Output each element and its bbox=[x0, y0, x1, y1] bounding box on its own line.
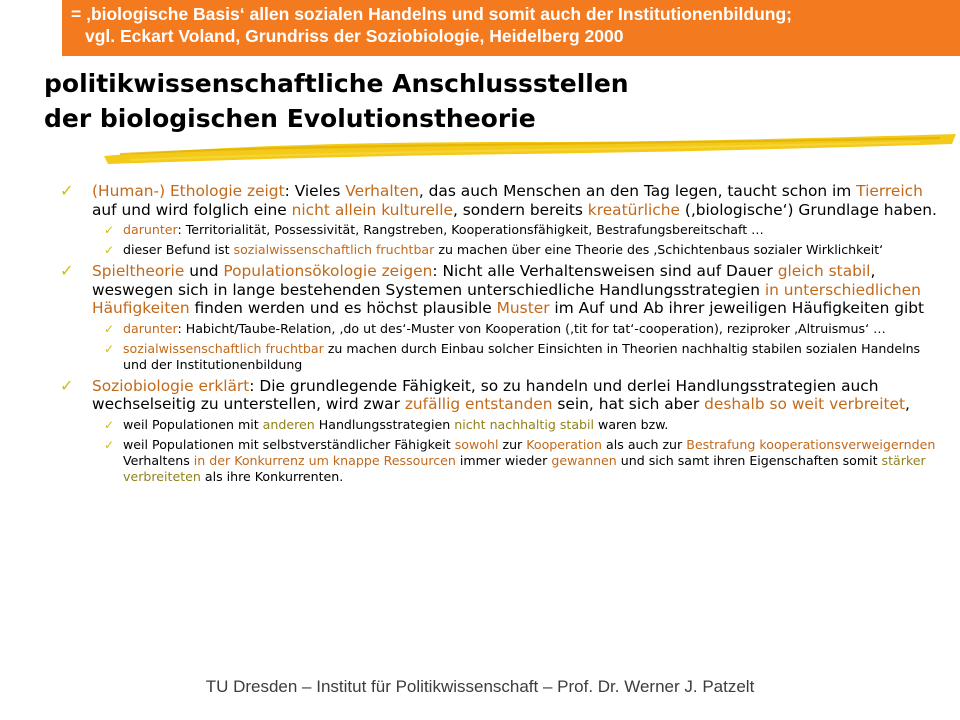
sub-bullet-ethology-fruitful: ✓ dieser Befund ist sozialwissenschaftlich fruchtbar zu machen über eine Theorie des ‚Schichtenbaus sozialer Wirklichkeit‘ bbox=[104, 242, 884, 257]
slide-footer: TU Dresden – Institut für Politikwissenschaft – Prof. Dr. Werner J. Patzelt bbox=[205, 677, 755, 696]
sub-bullet-sociobiology-cooperation: ✓ weil Populationen mit selbstverständlicher Fähigkeit sowohl zur Kooperation als auch zur Bestrafung kooperationsverweigernden Verhaltens in der Konkurrenz um knappe Ressourcen immer wieder gewannen und sich samt ihren Eigenschaften somit stärker verbreiteten als ihre Konkurrenten. bbox=[104, 436, 936, 484]
checkmark-icon: ✓ bbox=[60, 375, 74, 395]
reference-note-line-1: = ‚biologische Basis‘ allen sozialen Handelns und somit auch der Institutionenbildung; bbox=[71, 4, 792, 24]
bullet-sociobiology: ✓ Soziobiologie erklärt: Die grundlegende Fähigkeit, so zu handeln und derlei Handlungsstrategien auch wechselseitig zu unterstellen, wird zwar zufällig entstanden sein, hat sich aber deshalb so weit verbreitet, bbox=[60, 375, 910, 413]
bullet-game-theory: ✓ Spieltheorie und Populationsökologie zeigen: Nicht alle Verhaltensweisen sind auf Dauer gleich stabil, weswegen sich in lange bestehenden Systemen unterschiedliche Handlungsstrategien in unterschiedlichen Häufigkeiten finden werden und es höchst plausible Muster im Auf und Ab ihrer jeweiligen Häufigkeiten gibt bbox=[60, 261, 925, 317]
checkmark-icon: ✓ bbox=[104, 417, 115, 432]
sub-bullet-ethology-examples: ✓ darunter: Territorialität, Possessivität, Rangstreben, Kooperationsfähigkeit, Bestrafungsbereitschaft … bbox=[104, 222, 764, 237]
checkmark-icon: ✓ bbox=[60, 261, 74, 280]
slide-title bbox=[44, 66, 924, 136]
checkmark-icon: ✓ bbox=[104, 243, 115, 257]
checkmark-icon: ✓ bbox=[104, 223, 115, 237]
slide-title-line-2: der biologischen Evolutionstheorie bbox=[44, 104, 536, 133]
slide-title-line-1: politikwissenschaftliche Anschlussstellen bbox=[44, 69, 629, 98]
checkmark-icon: ✓ bbox=[104, 437, 115, 452]
checkmark-icon: ✓ bbox=[104, 341, 115, 356]
reference-note-line-2: vgl. Eckart Voland, Grundriss der Soziobiologie, Heidelberg 2000 bbox=[85, 26, 624, 46]
bullet-ethology: ✓ (Human-) Ethologie zeigt: Vieles Verhalten, das auch Menschen an den Tag legen, taucht schon im Tierreich auf und wird folglich eine nicht allein kulturelle, sondern bereits kreatürliche (‚biologische‘) Grundlage haben. bbox=[60, 181, 937, 219]
checkmark-icon: ✓ bbox=[60, 181, 74, 200]
checkmark-icon: ✓ bbox=[104, 321, 115, 336]
reference-note-box bbox=[62, 0, 960, 56]
brush-stroke-divider bbox=[100, 132, 960, 168]
sub-bullet-game-theory-fruitful: ✓ sozialwissenschaftlich fruchtbar zu machen durch Einbau solcher Einsichten in Theorien nachhaltig stabilen sozialen Handelns und der Institutionenbildung bbox=[104, 340, 921, 372]
sub-bullet-game-theory-examples: ✓ darunter: Habicht/Taube-Relation, ‚do ut des‘-Muster von Kooperation (‚tit for tat‘-cooperation), reziproker ‚Altruismus‘ … bbox=[104, 320, 886, 336]
bullet-list bbox=[60, 182, 940, 489]
sub-bullet-sociobiology-unstable: ✓ weil Populationen mit anderen Handlungsstrategien nicht nachhaltig stabil waren bzw. bbox=[104, 416, 669, 432]
